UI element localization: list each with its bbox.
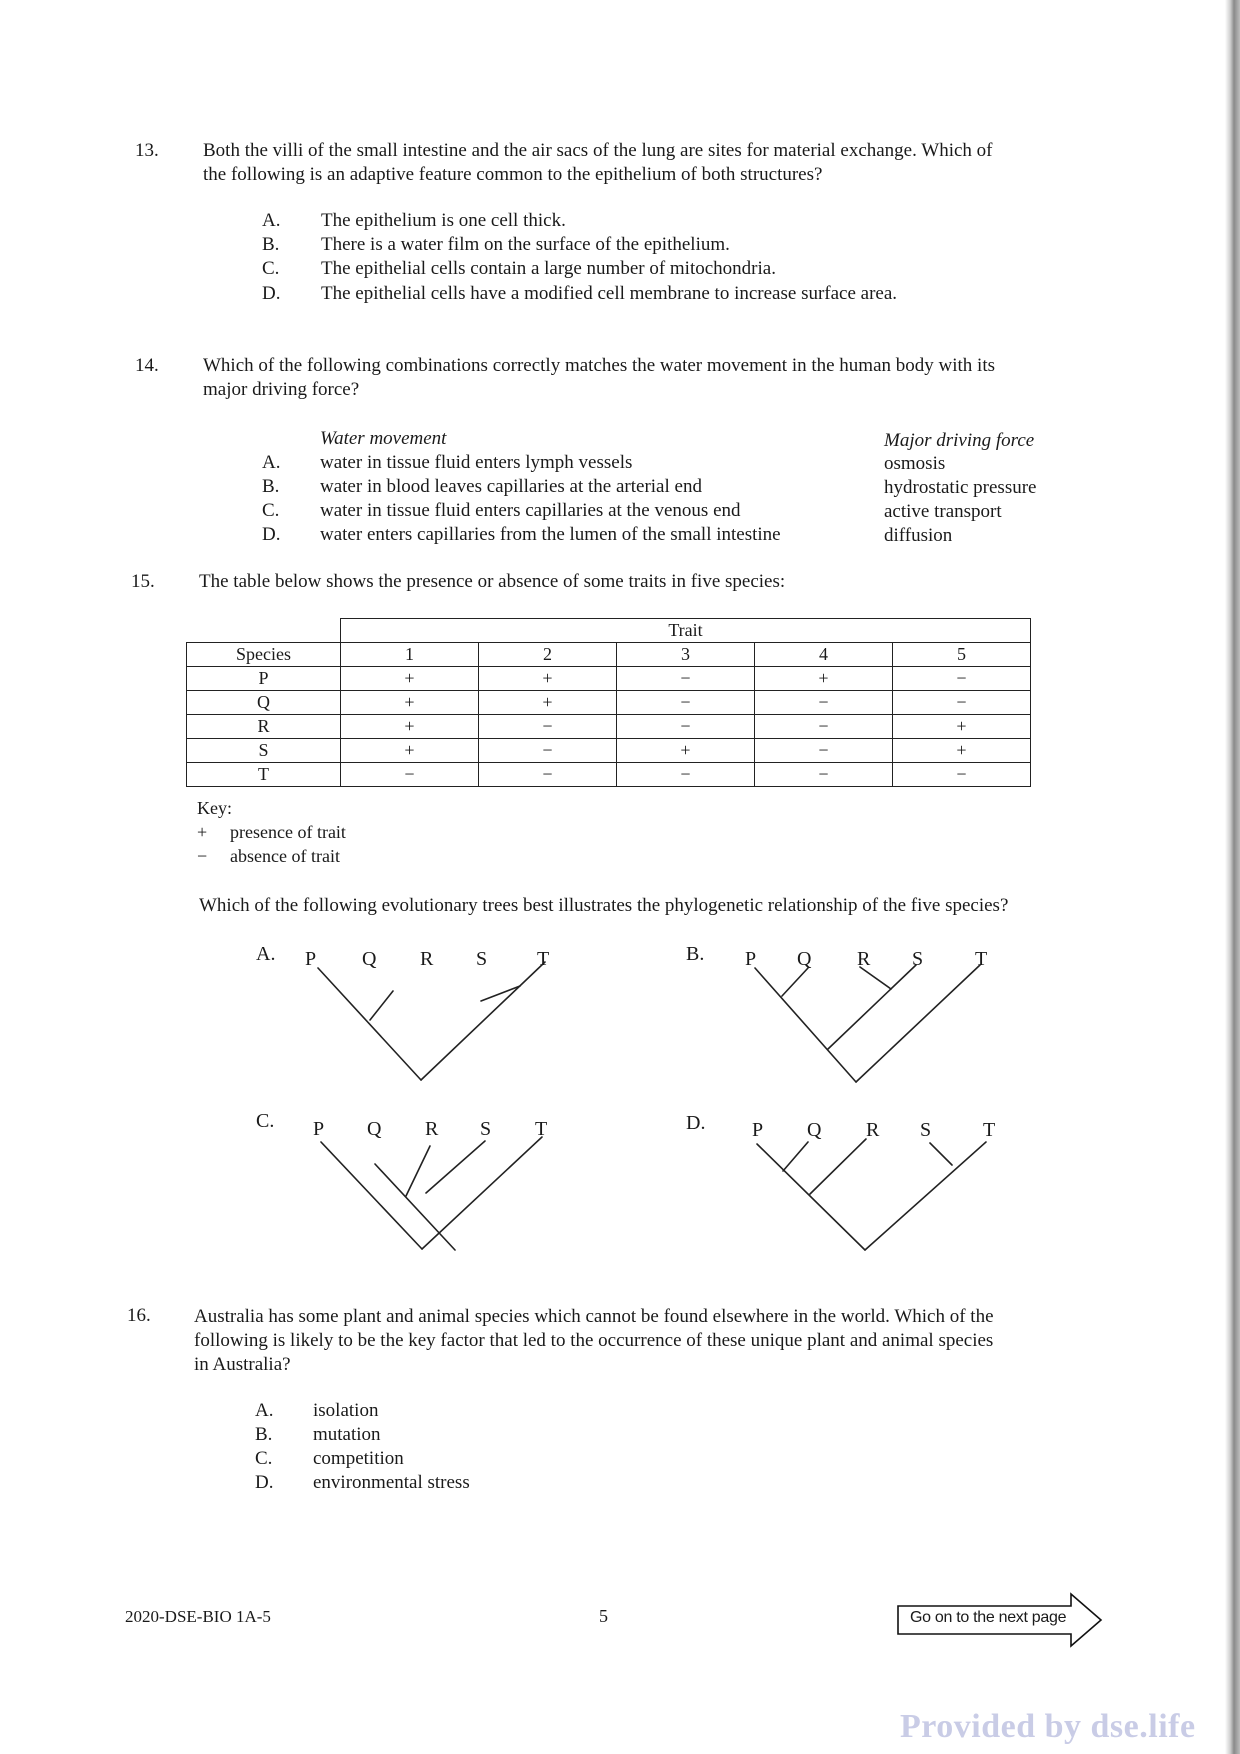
tree-b-leaf-s: S (912, 948, 924, 970)
q13-option-c-text: The epithelial cells contain a large number of mitochondria. (321, 258, 776, 279)
trait-cell: − (893, 667, 1031, 691)
q16-option-a-letter: A. (255, 1400, 274, 1421)
tree-c-leaf-s: S (480, 1118, 492, 1140)
trait-number-4: 4 (755, 643, 893, 667)
q14-stem-line1: Which of the following combinations correctly matches the water movement in the human body with its (203, 355, 995, 376)
tree-a-leaf-t: T (537, 948, 550, 970)
trait-cell: − (617, 667, 755, 691)
q13-stem-line1: Both the villi of the small intestine and the air sacs of the lung are sites for material exchange. Which of (203, 140, 993, 161)
q14-option-a-movement: water in tissue fluid enters lymph vessels (320, 452, 633, 473)
q13-number: 13. (135, 140, 159, 161)
species-cell: Q (187, 691, 341, 715)
q16-number: 16. (127, 1305, 151, 1326)
q16-option-b-letter: B. (255, 1424, 273, 1445)
trait-cell: − (755, 739, 893, 763)
trait-cell: − (479, 739, 617, 763)
q13-option-b-text: There is a water film on the surface of the epithelium. (321, 234, 730, 255)
q15-question: Which of the following evolutionary trees best illustrates the phylogenetic relationship of the five species? (199, 895, 1009, 916)
trait-cell: + (341, 739, 479, 763)
q14-column-header-driving-force: Major driving force (884, 430, 1035, 451)
tree-c-leaf-q: Q (367, 1118, 382, 1140)
q15-intro: The table below shows the presence or absence of some traits in five species: (199, 571, 786, 592)
paper-code: 2020-DSE-BIO 1A-5 (125, 1607, 271, 1626)
tree-b-leaf-p: P (745, 948, 757, 970)
tree-d-branches (757, 1139, 986, 1250)
species-cell: R (187, 715, 341, 739)
tree-c-leaf-p: P (313, 1118, 325, 1140)
tree-d-letter: D. (686, 1112, 706, 1134)
q15-number: 15. (131, 571, 155, 592)
q16-option-c-letter: C. (255, 1448, 273, 1469)
tree-d-leaf-p: P (752, 1119, 764, 1141)
trait-number-1: 1 (341, 643, 479, 667)
key-plus-text: presence of trait (230, 822, 346, 842)
page-number: 5 (599, 1606, 608, 1626)
watermark: Provided by dse.life (900, 1708, 1196, 1745)
q14-option-c-movement: water in tissue fluid enters capillaries at the venous end (320, 500, 741, 521)
trait-number-5: 5 (893, 643, 1031, 667)
trait-cell: + (893, 739, 1031, 763)
q14-number: 14. (135, 355, 159, 376)
q16-option-d-text: environmental stress (313, 1472, 470, 1493)
q16-stem-line1: Australia has some plant and animal species which cannot be found elsewhere in the world. Which of the (194, 1306, 994, 1327)
q16-option-c-text: competition (313, 1448, 404, 1469)
q14-option-b-movement: water in blood leaves capillaries at the arterial end (320, 476, 702, 497)
trait-cell: − (755, 715, 893, 739)
trait-cell: + (479, 691, 617, 715)
tree-d-leaf-r: R (866, 1119, 880, 1141)
trait-cell: + (341, 715, 479, 739)
q14-option-d-movement: water enters capillaries from the lumen of the small intestine (320, 524, 781, 545)
q13-stem-line2: the following is an adaptive feature common to the epithelium of both structures? (203, 164, 823, 185)
q16-option-a-text: isolation (313, 1400, 379, 1421)
species-cell: S (187, 739, 341, 763)
tree-a-branches (318, 962, 545, 1080)
tree-a-leaf-q: Q (362, 948, 377, 970)
trait-cell: − (341, 763, 479, 787)
trait-cell: + (617, 739, 755, 763)
q13-option-a-text: The epithelium is one cell thick. (321, 210, 566, 231)
trait-cell: − (617, 763, 755, 787)
tree-b-leaf-r: R (857, 948, 871, 970)
tree-a-leaf-s: S (476, 948, 488, 970)
q14-option-a-letter: A. (262, 452, 281, 473)
key-plus-symbol: + (197, 822, 208, 842)
tree-a-letter: A. (256, 943, 276, 965)
tree-a-leaf-r: R (420, 948, 434, 970)
trait-cell: − (893, 763, 1031, 787)
q14-option-d-force: diffusion (884, 525, 953, 546)
trait-cell: − (755, 691, 893, 715)
trait-cell: + (341, 667, 479, 691)
species-cell: P (187, 667, 341, 691)
tree-d-leaf-q: Q (807, 1119, 822, 1141)
species-header: Species (187, 643, 341, 667)
q13-option-c-letter: C. (262, 258, 280, 279)
trait-header: Trait (341, 619, 1031, 643)
tree-b-letter: B. (686, 943, 705, 965)
tree-a-leaf-p: P (305, 948, 317, 970)
tree-c-leaf-r: R (425, 1118, 439, 1140)
q13-option-a-letter: A. (262, 210, 281, 231)
q14-option-c-force: active transport (884, 501, 1002, 522)
q14-option-a-force: osmosis (884, 453, 946, 474)
tree-b-leaf-q: Q (797, 948, 812, 970)
q14-option-b-force: hydrostatic pressure (884, 477, 1037, 498)
q14-option-c-letter: C. (262, 500, 280, 521)
q16-option-b-text: mutation (313, 1424, 381, 1445)
key-title: Key: (197, 798, 232, 818)
q13-option-d-text: The epithelial cells have a modified cell membrane to increase surface area. (321, 283, 898, 304)
tree-d-leaf-s: S (920, 1119, 932, 1141)
tree-c-leaf-t: T (535, 1118, 548, 1140)
tree-b-leaf-t: T (975, 948, 988, 970)
q14-option-b-letter: B. (262, 476, 280, 497)
tree-c-branches (321, 1137, 542, 1250)
key-minus-symbol: − (197, 846, 208, 866)
trait-cell: + (893, 715, 1031, 739)
trait-cell: − (479, 763, 617, 787)
tree-d-leaf-t: T (983, 1119, 996, 1141)
trait-cell: + (479, 667, 617, 691)
q16-stem-line3: in Australia? (194, 1354, 291, 1375)
trait-cell: − (893, 691, 1031, 715)
next-page-indicator (896, 1592, 1106, 1657)
q13-option-b-letter: B. (262, 234, 280, 255)
q14-stem-line2: major driving force? (203, 379, 360, 400)
key-minus-text: absence of trait (230, 846, 340, 866)
trait-cell: + (755, 667, 893, 691)
q13-option-d-letter: D. (262, 283, 281, 304)
trait-cell: − (617, 715, 755, 739)
next-page-label: Go on to the next page (910, 1609, 1067, 1626)
trait-cell: − (755, 763, 893, 787)
q14-column-header-water-movement: Water movement (320, 428, 447, 449)
trait-number-3: 3 (617, 643, 755, 667)
q16-option-d-letter: D. (255, 1472, 274, 1493)
q16-stem-line2: following is likely to be the key factor that led to the occurrence of these unique plant and animal species (194, 1330, 994, 1351)
q14-option-d-letter: D. (262, 524, 281, 545)
species-cell: T (187, 763, 341, 787)
trait-cell: − (617, 691, 755, 715)
tree-c-letter: C. (256, 1110, 275, 1132)
trait-cell: − (479, 715, 617, 739)
tree-b-branches (755, 965, 980, 1082)
trait-cell: + (341, 691, 479, 715)
trait-number-2: 2 (479, 643, 617, 667)
